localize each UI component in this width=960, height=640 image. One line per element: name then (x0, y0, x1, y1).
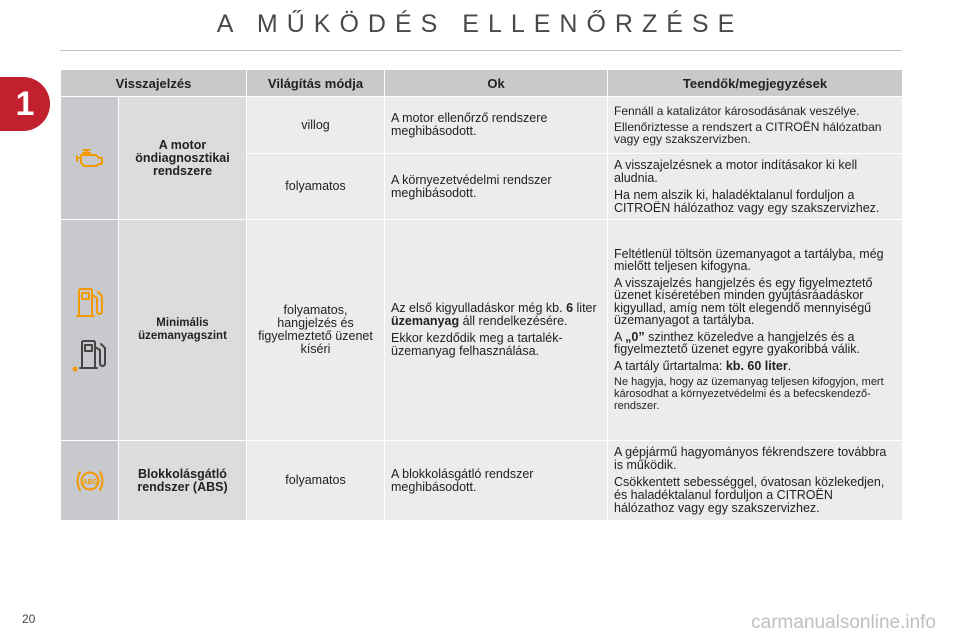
cause-text (385, 220, 608, 441)
note-text: Ne hagyja, hogy az üzemanyag teljesen kifogyjon, mert károsodhat a környezetvédelmi és a befecskendező-rendszer. (614, 376, 884, 413)
cause-text: A blokkolásgátló rendszer meghibásodott. (385, 441, 608, 521)
note-text: A visszajelzésnek a motor indításakor ki kell aludnia. (614, 157, 858, 185)
abs-icon-cell (61, 441, 119, 521)
note-text (614, 360, 896, 373)
notes-cell (608, 97, 903, 154)
notes-cell (608, 220, 903, 441)
cause-text-part: áll rendelkezésére. (462, 314, 568, 328)
abs-icon (67, 468, 112, 494)
cause-text: A motor ellenőrző rendszere meghibásodott. (385, 97, 608, 154)
lighting-mode: villog (247, 97, 385, 154)
lighting-mode: folyamatos (247, 441, 385, 521)
warning-lights-table (60, 69, 903, 521)
page-title: A MŰKÖDÉS ELLENŐRZÉSE (216, 10, 744, 38)
note-text: A gépjármű hagyományos fékrendszere továbbra is működik. (614, 445, 887, 472)
cause-number: 6 (566, 301, 574, 315)
fuel-level-name: Minimális üzemanyagszint (119, 220, 247, 441)
note-text: A visszajelzés hangjelzés és egy figyelmeztető üzenet kíséretében minden gyújtásráadáskor kigyullad, amíg nem tölt elegendő mennyiségű üzemanyagot a tartályba. (614, 275, 873, 328)
note-text-part: . (787, 358, 792, 373)
note-text: Csökkentett sebességgel, óvatosan közlekedjen, és haladéktalanul forduljon a CITROËN hálózathoz vagy egy szakszervizhez. (614, 475, 885, 515)
column-header-indicator: Visszajelzés (61, 70, 247, 97)
note-text (614, 331, 896, 356)
note-text-part: A tartály űrtartalma: (614, 358, 723, 373)
title-divider (60, 50, 901, 51)
note-text: Ellenőriztesse a rendszert a CITROËN hálózatban vagy egy szakszervizben. (614, 120, 882, 146)
fuel-icon-cell (61, 220, 119, 441)
note-text: Ha nem alszik ki, haladéktalanul forduljon a CITROËN hálózathoz vagy egy szakszervizhez. (614, 187, 880, 215)
chapter-tab: 1 (0, 77, 50, 131)
lighting-mode: folyamatos (247, 154, 385, 220)
table-row (61, 441, 903, 521)
fuel-pump-icon (67, 286, 112, 320)
cause-text-part: liter (576, 301, 597, 315)
column-header-mode: Világítás módja (247, 70, 385, 97)
note-text: Fennáll a katalizátor károsodásának veszélye. (614, 104, 860, 118)
note-bold: kb. 60 liter (725, 358, 788, 373)
watermark: carmanualsonline.info (751, 612, 936, 633)
notes-cell (608, 154, 903, 220)
note-text: Feltétlenül töltsön üzemanyagot a tartályba, még mielőtt teljesen kifogyna. (614, 246, 884, 274)
engine-check-icon (67, 147, 112, 169)
cause-paragraph (391, 302, 601, 328)
table-row (61, 220, 903, 441)
notes-cell (608, 441, 903, 521)
column-header-notes: Teendők/megjegyzések (608, 70, 903, 97)
table-header-row (61, 70, 903, 97)
fuel-pump-low-icon (67, 338, 112, 374)
page-number: 20 (22, 612, 36, 626)
abs-system-name: Blokkolásgátló rendszer (ABS) (119, 441, 247, 521)
note-bold: „0” (625, 329, 645, 344)
note-text-part: A (614, 329, 622, 344)
column-header-cause: Ok (385, 70, 608, 97)
lighting-mode: folyamatos, hangjelzés és figyelmeztető üzenet kíséri (247, 220, 385, 441)
cause-text: A környezetvédelmi rendszer meghibásodott. (385, 154, 608, 220)
engine-icon-cell (61, 97, 119, 220)
cause-text-part: Az első kigyulladáskor még kb. (391, 301, 563, 315)
engine-system-name: A motor öndiagnosztikai rendszere (119, 97, 247, 220)
cause-paragraph: Ekkor kezdődik meg a tartalék-üzemanyag felhasználása. (391, 331, 563, 358)
table-row (61, 97, 903, 154)
cause-bold-word: üzemanyag (391, 314, 460, 328)
note-text-part: szinthez közeledve a hangjelzés és a figyelmeztető üzenet egyre gyakoribbá válik. (614, 329, 860, 357)
abs-icon-label: ABS (82, 478, 97, 486)
